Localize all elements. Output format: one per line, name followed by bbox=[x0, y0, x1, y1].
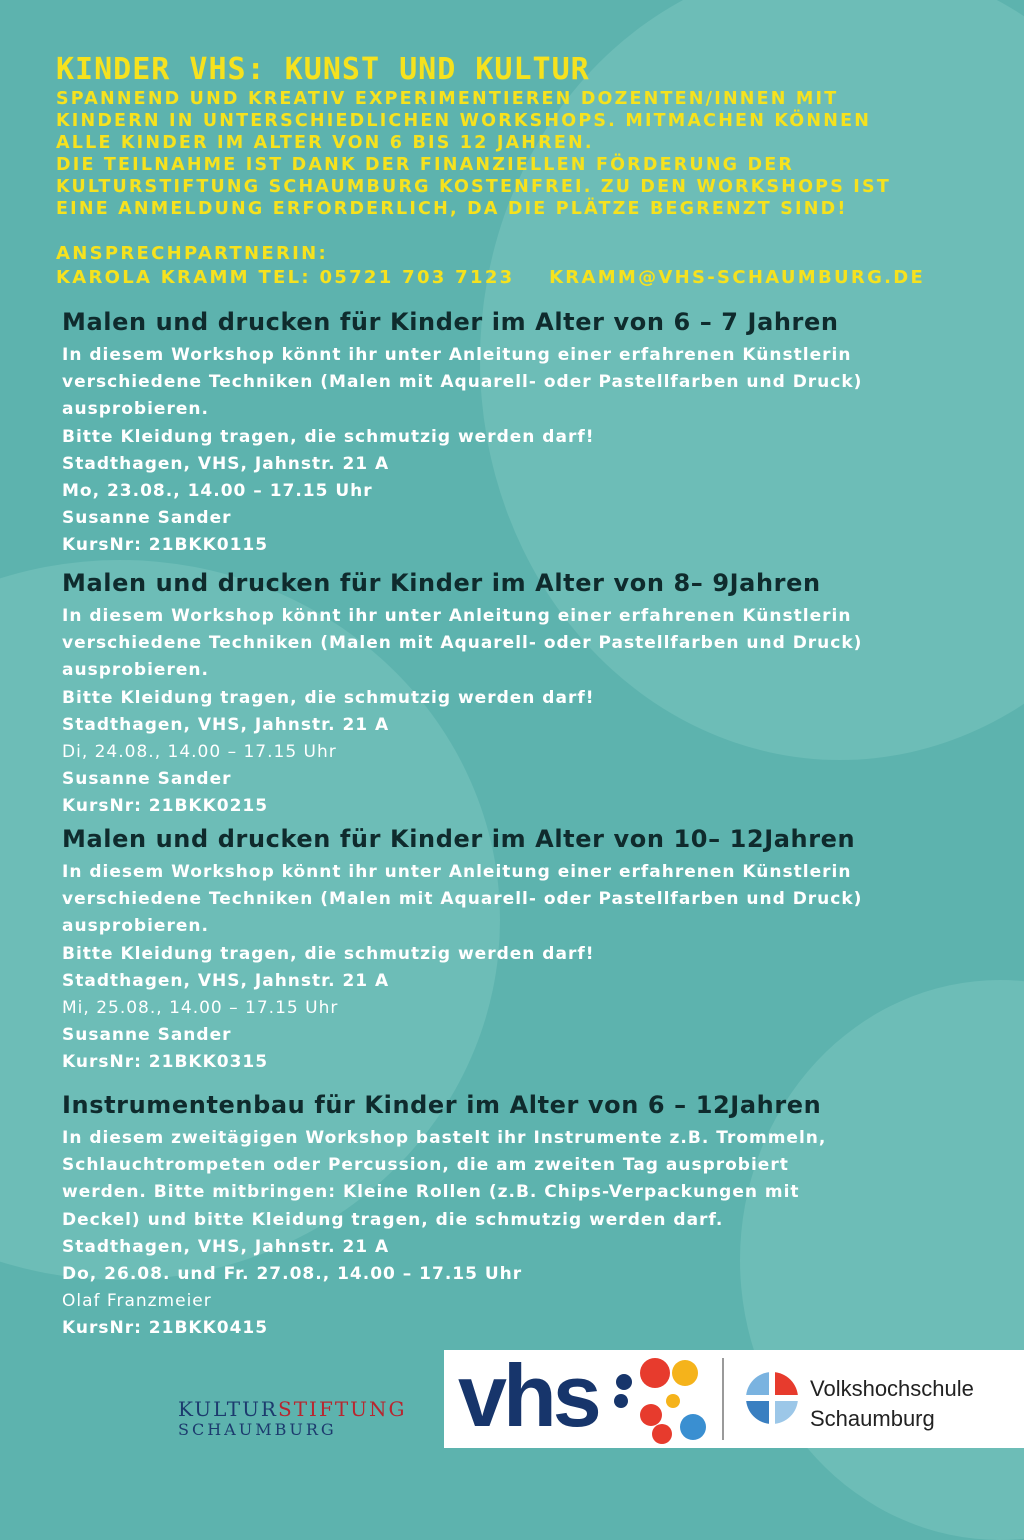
intro-line: KINDERN IN UNTERSCHIEDLICHEN WORKSHOPS. MITMACHEN KÖNNEN bbox=[56, 111, 872, 131]
course-description-line: Bitte Kleidung tragen, die schmutzig werden darf! bbox=[62, 687, 595, 708]
logo-dot bbox=[640, 1404, 662, 1426]
logo-dot bbox=[680, 1414, 706, 1440]
logo-dot bbox=[666, 1394, 680, 1408]
course-number: KursNr: 21BKK0315 bbox=[62, 1052, 269, 1073]
intro-line: EINE ANMELDUNG ERFORDERLICH, DA DIE PLÄTZE BEGRENZT SIND! bbox=[56, 199, 848, 219]
contact-block bbox=[56, 242, 996, 290]
course-location: Stadthagen, VHS, Jahnstr. 21 A bbox=[62, 714, 390, 735]
course-title: Malen und drucken für Kinder im Alter von 10– 12Jahren bbox=[62, 825, 856, 853]
vhs-logo-panel bbox=[444, 1346, 1024, 1448]
course-title: Malen und drucken für Kinder im Alter von 6 – 7 Jahren bbox=[62, 308, 839, 336]
logo-dot bbox=[672, 1360, 698, 1386]
contact-email-link[interactable]: KRAMM@VHS-SCHAUMBURG.DE bbox=[549, 267, 926, 288]
course-title: Malen und drucken für Kinder im Alter von 8– 9Jahren bbox=[62, 569, 821, 597]
logo-bar bbox=[0, 1346, 1024, 1448]
course-teacher: Susanne Sander bbox=[62, 769, 232, 790]
course-description-line: In diesem Workshop könnt ihr unter Anleitung einer erfahrenen Künstlerin bbox=[62, 606, 852, 626]
logo-dot bbox=[614, 1394, 628, 1408]
course-block bbox=[62, 306, 982, 560]
logo-dot bbox=[640, 1358, 670, 1388]
intro-line: ALLE KINDER IM ALTER VON 6 BIS 12 JAHREN. bbox=[56, 133, 594, 153]
course-date: Mi, 25.08., 14.00 – 17.15 Uhr bbox=[62, 998, 339, 1019]
course-description-line: verschiedene Techniken (Malen mit Aquarell- oder Pastellfarben und Druck) bbox=[62, 372, 863, 393]
intro-line: DIE TEILNAHME IST DANK DER FINANZIELLEN FÖRDERUNG DER bbox=[56, 155, 795, 175]
intro-section bbox=[56, 52, 996, 290]
page-title: KINDER VHS: KUNST UND KULTUR bbox=[56, 52, 590, 87]
contact-person: KAROLA KRAMM TEL: 05721 703 7123 bbox=[56, 267, 515, 288]
vhs-name-line: Volkshochschule bbox=[810, 1376, 974, 1401]
course-location: Stadthagen, VHS, Jahnstr. 21 A bbox=[62, 970, 390, 991]
course-description-line: Bitte Kleidung tragen, die schmutzig werden darf! bbox=[62, 426, 595, 447]
course-block bbox=[62, 1089, 982, 1343]
intro-line: KULTURSTIFTUNG SCHAUMBURG KOSTENFREI. ZU DEN WORKSHOPS IST bbox=[56, 177, 891, 197]
course-teacher: Susanne Sander bbox=[62, 1025, 232, 1046]
contact-label: ANSPRECHPARTNERIN: bbox=[56, 243, 328, 264]
course-date: Di, 24.08., 14.00 – 17.15 Uhr bbox=[62, 742, 337, 763]
course-location: Stadthagen, VHS, Jahnstr. 21 A bbox=[62, 453, 390, 474]
course-date: Mo, 23.08., 14.00 – 17.15 Uhr bbox=[62, 481, 373, 502]
course-description-line: verschiedene Techniken (Malen mit Aquarell- oder Pastellfarben und Druck) bbox=[62, 633, 863, 654]
course-block bbox=[62, 823, 982, 1077]
course-number: KursNr: 21BKK0415 bbox=[62, 1318, 269, 1339]
course-teacher: Olaf Franzmeier bbox=[62, 1291, 212, 1312]
course-description-line: Bitte Kleidung tragen, die schmutzig werden darf! bbox=[62, 943, 595, 964]
course-description-line: ausprobieren. bbox=[62, 916, 209, 937]
intro-text bbox=[56, 88, 996, 220]
volkshochschule-name bbox=[810, 1374, 974, 1434]
course-description-line: werden. Bitte mitbringen: Kleine Rollen (z.B. Chips-Verpackungen mit bbox=[62, 1182, 800, 1203]
course-block bbox=[62, 567, 982, 821]
course-description-line: In diesem zweitägigen Workshop bastelt ihr Instrumente z.B. Trommeln, bbox=[62, 1128, 827, 1148]
course-description-line: ausprobieren. bbox=[62, 660, 209, 681]
kulturstiftung-word-kultur: KULTUR bbox=[178, 1397, 278, 1421]
course-description-line: Schlauchtrompeten oder Percussion, die am zweiten Tag ausprobiert bbox=[62, 1155, 789, 1176]
course-description-line: Deckel) und bitte Kleidung tragen, die schmutzig werden darf. bbox=[62, 1209, 724, 1230]
course-date: Do, 26.08. und Fr. 27.08., 14.00 – 17.15 Uhr bbox=[62, 1264, 523, 1285]
kulturstiftung-word-schaumburg: SCHAUMBURG bbox=[178, 1420, 337, 1439]
vhs-name-line: Schaumburg bbox=[810, 1406, 935, 1431]
vhs-logo-wordmark: vhs bbox=[458, 1346, 598, 1445]
course-number: KursNr: 21BKK0115 bbox=[62, 535, 269, 556]
course-description-line: verschiedene Techniken (Malen mit Aquarell- oder Pastellfarben und Druck) bbox=[62, 889, 863, 910]
logo-dot bbox=[652, 1424, 672, 1444]
course-number: KursNr: 21BKK0215 bbox=[62, 796, 269, 817]
course-description-line: In diesem Workshop könnt ihr unter Anleitung einer erfahrenen Künstlerin bbox=[62, 345, 852, 365]
course-teacher: Susanne Sander bbox=[62, 508, 232, 529]
kulturstiftung-logo bbox=[178, 1398, 407, 1440]
course-description-line: In diesem Workshop könnt ihr unter Anleitung einer erfahrenen Künstlerin bbox=[62, 862, 852, 882]
contact-row bbox=[56, 266, 996, 290]
course-description-line: ausprobieren. bbox=[62, 399, 209, 420]
intro-line: SPANNEND UND KREATIV EXPERIMENTIEREN DOZENTEN/INNEN MIT bbox=[56, 89, 839, 109]
logo-dot bbox=[616, 1374, 632, 1390]
course-title: Instrumentenbau für Kinder im Alter von 6 – 12Jahren bbox=[62, 1091, 822, 1119]
logo-divider bbox=[722, 1358, 724, 1440]
volkshochschule-emblem-icon bbox=[744, 1370, 800, 1426]
kulturstiftung-word-stiftung: STIFTUNG bbox=[278, 1397, 407, 1421]
course-location: Stadthagen, VHS, Jahnstr. 21 A bbox=[62, 1236, 390, 1257]
